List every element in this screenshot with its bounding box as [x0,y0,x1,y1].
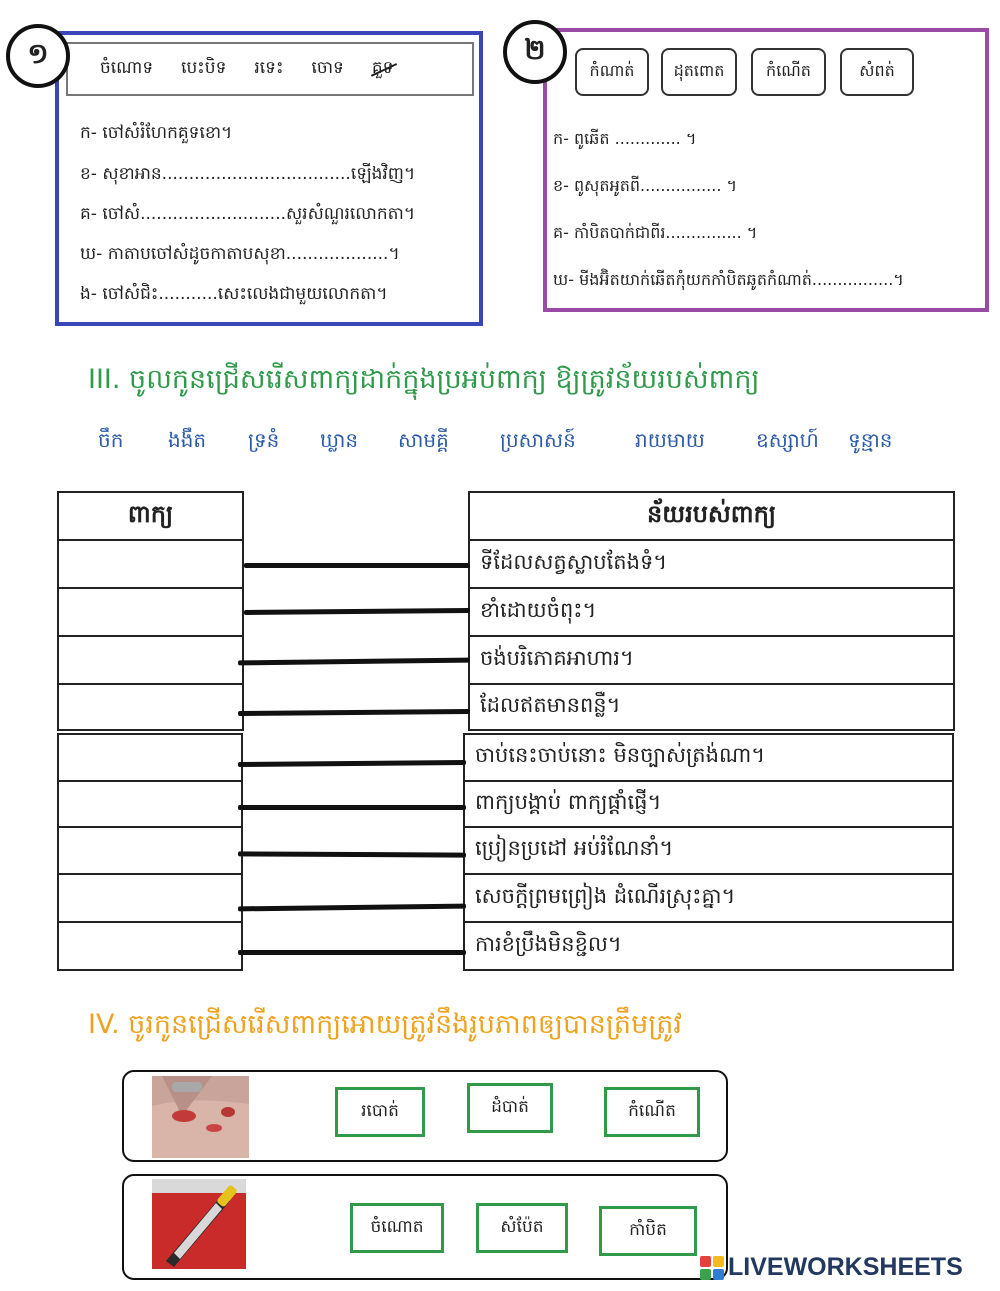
word-bank-item: ចឹក [98,428,124,452]
exercise-2-option[interactable]: ដុតពោត [661,48,737,96]
exercise-1-line: ង- ចៅសំជិះ...........សេះលេងជាមួយលោកតា។ [80,284,388,304]
word-bank-item: រាយមាយ [635,428,705,452]
meaning-cell: ប្រៀនប្រដៅ អប់រំណែនាំ។ [463,826,954,875]
meaning-cell: ចាប់នេះចាប់នោះ មិនច្បាស់ត្រង់ណា។ [463,733,954,782]
brand-name: LIVEWORKSHEETS [728,1253,963,1281]
answer-drop-box-2[interactable] [57,587,244,637]
connector-line [244,563,470,568]
exercise-1-word-bank [66,42,474,96]
picture-answer-option[interactable]: កំណើត [604,1087,700,1137]
exercise-2-line: ក- ពូឆើត ............. ។ [553,129,697,148]
word-bank-item: ឧស្សាហ៍ [756,428,819,452]
exercise-2-line: ខ- ពូសុតអូតពី................ ។ [553,176,738,195]
picture-answer-option[interactable]: របោត់ [335,1087,425,1137]
exercise-2-line: គ- កាំបិតបាក់ជាពីរ............... ។ [553,223,758,242]
word-bank-item: ឃ្លាន [320,428,359,452]
picture-answer-option[interactable]: ចំណោត [350,1203,444,1253]
exercise-1-number-badge: ១ [6,24,70,88]
meaning-cell: ចង់បរិភោគអាហារ។ [468,635,955,685]
exercise-1-line: ខ- សុខាអាន...................................ឡើងវិញ។ [80,164,416,184]
word-bank-item: ទូន្មាន [848,428,893,452]
knife-image [152,1179,246,1269]
hand-wound-image [152,1076,249,1158]
connector-line [238,904,466,912]
answer-drop-box-5[interactable] [57,733,243,782]
exercise-1-line: គ- ចៅសំ...........................សួរសំណួរលោកតា។ [80,204,416,224]
connector-line [238,760,466,767]
answer-drop-box-6[interactable] [57,780,243,828]
answer-drop-box-8[interactable] [57,873,243,923]
exercise-1-line: ក- ចៅសំរំហែកគួទខោ។ [80,123,233,143]
exercise-1-line: ឃ- កាតាបចៅសំដូចកាតាបសុខា...................។ [80,244,400,264]
connector-line [238,851,466,857]
meaning-cell: សេចក្ដីព្រមព្រៀង ដំណើរស្រុះគ្នា។ [463,873,954,923]
exercise-2-option[interactable]: សំពត់ [840,48,914,96]
meaning-cell: ទីដែលសត្វស្លាបតែងទំ។ [468,539,955,589]
word-bank-item: ចំណោទ [100,57,154,78]
word-bank-item: ចោទ [311,57,344,78]
connector-line [238,709,470,716]
meaning-cell: ការខំប្រឹងមិនខ្ជិល។ [463,921,954,971]
meaning-cell: ដែលឥតមានពន្លឺ។ [468,683,955,731]
word-column-header: ពាក្យ [57,491,244,541]
exercise-2-number-badge: ២ [503,20,567,84]
picture-answer-option[interactable]: សំប៉ែត [476,1203,568,1253]
connector-line [238,658,470,666]
answer-drop-box-4[interactable] [57,683,244,731]
meaning-cell: ពាក្យបង្គាប់ ពាក្យផ្ដាំផ្ញើ។ [463,780,954,828]
word-bank-item: ទ្រនំ [248,428,280,452]
liveworksheets-logo [700,1253,963,1282]
answer-drop-box-1[interactable] [57,539,244,589]
section-3-heading: III. ចូលកូនជ្រើសរើសពាក្យដាក់ក្នុងប្រអប់ពាក្យ ឱ្យត្រូវន័យរបស់ពាក្យ [88,364,760,395]
answer-drop-box-3[interactable] [57,635,244,685]
section-4-heading: IV. ចូរកូនជ្រើសរើសពាក្យអោយត្រូវនឹងរូបភាពឲ្យបានត្រឹមត្រូវ [88,1009,682,1040]
answer-drop-box-9[interactable] [57,921,243,971]
meaning-cell: ខាំដោយចំពុះ។ [468,587,955,637]
word-bank-item: ប្រសាសន៍ [500,428,576,452]
connector-line [238,950,466,955]
wound-photo [152,1076,249,1158]
exercise-2-line: ឃ- មីងអ៊ិតយាក់ឆើតកុំយកកាំបិតឆូតកំណាត់................។ [553,270,904,289]
word-bank-item-struck: គួទ [372,57,394,82]
answer-drop-box-7[interactable] [57,826,243,875]
knife-photo [152,1179,246,1269]
word-bank-item: រទេះ [254,57,284,78]
word-bank-item: ងងឹត [168,428,207,452]
exercise-2-option[interactable]: កំណាត់ [575,48,649,96]
liveworksheets-logo-icon [700,1256,724,1280]
connector-line [244,608,470,615]
word-bank-item: បេះបិទ [181,57,227,78]
picture-answer-option[interactable]: ដំបាត់ [467,1083,553,1133]
exercise-2-option[interactable]: កំណើត [751,48,826,96]
word-bank-item: សាមគ្គី [398,428,449,452]
picture-answer-option[interactable]: កាំបិត [599,1206,697,1256]
connector-line [238,805,466,810]
meaning-column-header: ន័យរបស់ពាក្យ [468,491,955,541]
